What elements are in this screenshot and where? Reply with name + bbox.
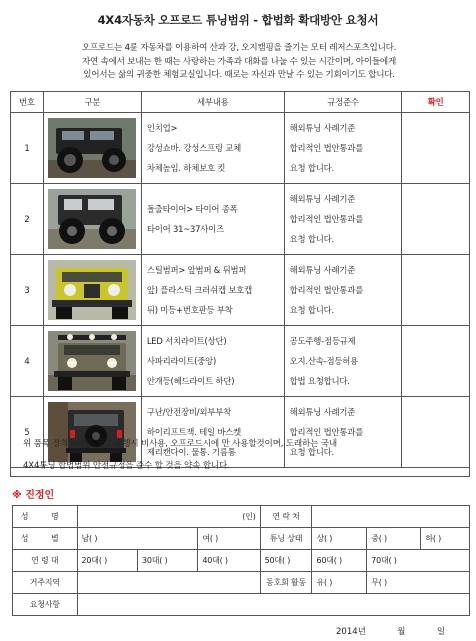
detail-cell — [141, 113, 284, 184]
request-field[interactable] — [77, 594, 469, 616]
region-row — [13, 572, 470, 594]
table-row — [11, 113, 470, 184]
rule-line: 요청 합니다. — [289, 234, 334, 244]
age-row — [13, 550, 470, 572]
jeep-side-icon — [48, 189, 136, 249]
detail-line: 앞) 플라스틱 크러쉬캡 보호캡 — [146, 285, 252, 295]
seal-mark: (인) — [242, 512, 256, 521]
club-label: 동호회 활동 — [260, 572, 312, 594]
request-row — [13, 594, 470, 616]
date-day: 일 — [436, 627, 446, 637]
pledge-line: 4X4튜닝 합법범위 안전규정을 준수 할 것을 약속 합니다. — [23, 461, 230, 471]
detail-line: 뒤) 미등+번호판등 부착 — [146, 305, 233, 315]
intro-line: 자연 속에서 보내는 한 때는 사랑하는 가족과 대화를 나눌 수 있는 시간이며, 아이들에게 — [81, 56, 397, 67]
tuning-label: 튜닝 상태 — [260, 528, 312, 550]
check-cell[interactable] — [402, 184, 470, 255]
gender-row — [13, 528, 470, 550]
jeep-front-bumper-icon — [48, 260, 136, 320]
row-number: 3 — [11, 255, 44, 326]
rule-line: 요청 합니다. — [289, 305, 334, 315]
detail-line: 돌출타이어> 타이어 종폭 — [146, 204, 238, 214]
applicant-heading: ※ 진정인 — [12, 490, 55, 501]
photo-cell — [43, 113, 141, 184]
contact-field[interactable] — [312, 506, 470, 528]
detail-cell — [141, 255, 284, 326]
name-field[interactable] — [77, 506, 260, 528]
date-line — [336, 625, 445, 637]
rule-line: 합리적인 법안통과를 — [289, 214, 364, 224]
tuning-mid-field[interactable]: 중( ) — [367, 528, 421, 550]
rule-cell — [284, 326, 402, 397]
rule-line: 해외튜닝 사례기준 — [289, 265, 356, 275]
row-number: 2 — [11, 184, 44, 255]
age-option[interactable]: 70대( ) — [367, 550, 470, 572]
age-option[interactable]: 30대( ) — [137, 550, 197, 572]
rule-line: 해외튜닝 사례기준 — [289, 123, 356, 133]
detail-line: 사파리라이트(중앙) — [146, 356, 217, 366]
gender-label: 성 별 — [13, 528, 78, 550]
region-field[interactable] — [77, 572, 260, 594]
age-option[interactable]: 60대( ) — [312, 550, 367, 572]
rule-line: 요청 합니다. — [289, 447, 334, 457]
check-cell[interactable] — [402, 326, 470, 397]
photo-cell — [43, 326, 141, 397]
rule-line: 요청 합니다. — [289, 163, 334, 173]
photo-cell — [43, 184, 141, 255]
rule-line: 합법 요청합니다. — [289, 376, 350, 386]
rule-cell — [284, 184, 402, 255]
table-row — [11, 326, 470, 397]
row-number: 1 — [11, 113, 44, 184]
header-no: 번호 — [11, 92, 44, 113]
detail-cell — [141, 184, 284, 255]
date-month: 월 — [397, 627, 406, 637]
applicant-form — [12, 505, 470, 616]
detail-line: LED 서치라이트(상단) — [146, 336, 227, 346]
age-option[interactable]: 40대( ) — [198, 550, 260, 572]
detail-line: 차체높임. 하체보호 킷 — [146, 163, 226, 173]
tuning-high-field[interactable]: 상( ) — [312, 528, 367, 550]
detail-line: 강성쇼바. 강성스프링 교체 — [146, 143, 242, 153]
photo-cell — [43, 255, 141, 326]
tuning-items-table — [10, 91, 470, 468]
detail-line: 인치업> — [146, 123, 178, 133]
name-label: 성 명 — [13, 506, 78, 528]
name-row — [13, 506, 470, 528]
row-number: 4 — [11, 326, 44, 397]
date-year: 2014년 — [336, 627, 366, 637]
region-label: 거주지역 — [13, 572, 78, 594]
detail-line: 제리캔다이. 물통. 기름통 — [146, 447, 236, 457]
intro-line: 오프로드는 4륜 자동차를 이용하여 산과 강, 오지캠핑을 즐기는 모터 레저스포츠입니다. — [81, 43, 397, 53]
header-category: 구분 — [43, 92, 141, 113]
table-header-row — [11, 92, 470, 113]
detail-cell — [141, 326, 284, 397]
rule-line: 합리적인 법안통과를 — [289, 285, 364, 295]
detail-line: 하이리프트잭. 테일 바스켓 — [146, 427, 242, 437]
header-detail: 세부내용 — [141, 92, 284, 113]
rule-line: 오지.산속-점등허용 — [289, 356, 359, 366]
header-rule: 규정준수 — [284, 92, 402, 113]
rule-line: 공도주행-점등규제 — [289, 336, 356, 346]
intro-paragraph — [16, 42, 462, 83]
table-row — [11, 255, 470, 326]
jeep-lights-icon — [48, 331, 136, 391]
detail-line: 구난/안전장비/외부부착 — [146, 407, 231, 417]
rule-cell — [284, 255, 402, 326]
age-option[interactable]: 20대( ) — [77, 550, 137, 572]
pledge-line: 위 품목 장착차량은, 공도주행시 비사용, 오프로드시에 만 사용할것이며, 도래하는 국내 — [23, 439, 337, 449]
detail-line: 타이어 31~37사이즈 — [146, 224, 224, 234]
club-yes-field[interactable]: 유( ) — [312, 572, 367, 594]
tuning-low-field[interactable]: 하( ) — [421, 528, 470, 550]
gender-male-field[interactable]: 남( ) — [77, 528, 198, 550]
row-number: 5 — [11, 397, 44, 468]
age-label: 연 령 대 — [13, 550, 78, 572]
detail-line: 안개등(헤드라이트 하단) — [146, 376, 235, 386]
rule-cell — [284, 113, 402, 184]
rule-line: 해외튜닝 사례기준 — [289, 194, 356, 204]
rule-line: 합리적인 법안통과를 — [289, 143, 364, 153]
detail-line: 스틸범퍼> 앞범퍼 & 뒤범퍼 — [146, 265, 247, 275]
contact-label: 연 락 처 — [260, 506, 312, 528]
table-row — [11, 184, 470, 255]
header-check: 확인 — [402, 92, 470, 113]
document-title: 4X4자동차 오프로드 튜닝범위 - 합법화 확대방안 요청서 — [97, 13, 379, 27]
request-label: 요청사항 — [13, 594, 78, 616]
rule-line: 합리적인 법안통과를 — [289, 427, 364, 437]
gender-female-field[interactable]: 여( ) — [198, 528, 260, 550]
intro-line: 있어서는 삶의 귀중한 체험교실입니다. 때로는 자신과 만날 수 있는 기회이기도 합니다. — [83, 70, 395, 80]
age-option[interactable]: 50대( ) — [260, 550, 312, 572]
club-no-field[interactable]: 무( ) — [367, 572, 470, 594]
check-cell[interactable] — [402, 113, 470, 184]
rule-line: 해외튜닝 사례기준 — [289, 407, 356, 417]
check-cell[interactable] — [402, 255, 470, 326]
jeep-tire-icon — [48, 118, 136, 178]
pledge-statement — [10, 427, 470, 477]
